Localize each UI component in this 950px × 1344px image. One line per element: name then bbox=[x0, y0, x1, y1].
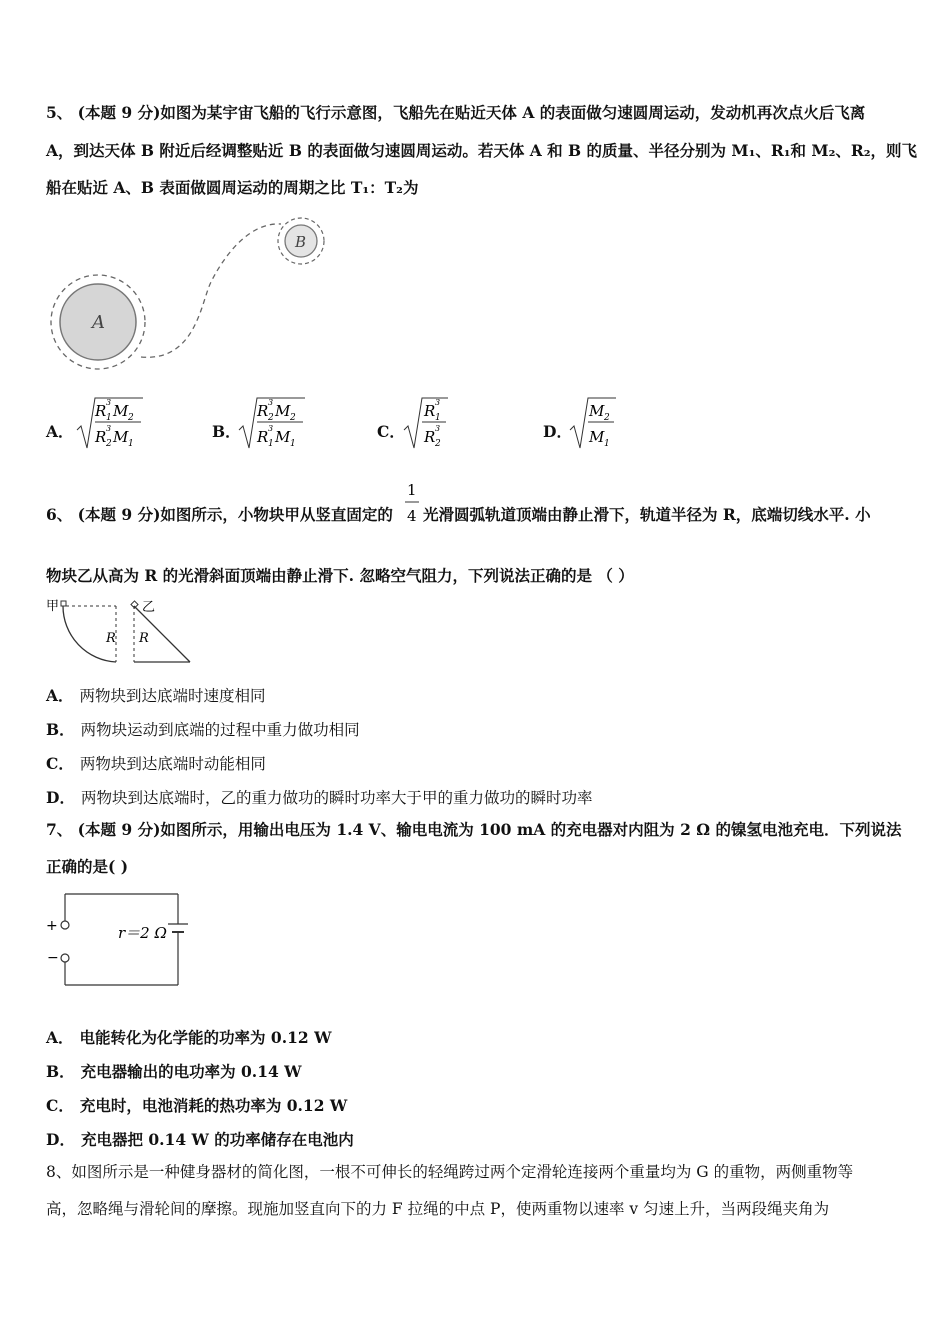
svg-text:2: 2 bbox=[128, 413, 134, 423]
q6-choice-a: A． 两物块到达底端时速度相同 bbox=[46, 686, 266, 705]
q5-option-b-formula bbox=[237, 394, 309, 454]
q7-text-line1: 7、 (本题 9 分)如图所示，用输出电压为 1.4 V、输电电流为 100 mA 的充电器对内阻为 2 Ω 的镍氢电池充电．下列说法 bbox=[46, 820, 902, 839]
q7-choice-d: D． 充电器把 0.14 W 的功率储存在电池内 bbox=[46, 1130, 354, 1149]
q7-circuit-figure bbox=[46, 888, 196, 990]
svg-text:3: 3 bbox=[268, 424, 274, 433]
svg-text:M: M bbox=[589, 428, 605, 446]
svg-text:r＝2 Ω: r＝2 Ω bbox=[118, 924, 167, 942]
svg-text:1: 1 bbox=[604, 439, 610, 449]
svg-text:R: R bbox=[257, 402, 269, 420]
svg-text:1: 1 bbox=[106, 413, 112, 423]
svg-text:2: 2 bbox=[290, 413, 296, 423]
svg-text:2: 2 bbox=[106, 439, 112, 449]
svg-text:甲: 甲 bbox=[46, 599, 60, 614]
svg-text:M: M bbox=[589, 402, 605, 420]
q7-choice-a: A． 电能转化为化学能的功率为 0.12 W bbox=[46, 1028, 332, 1047]
q5-option-a-formula bbox=[75, 394, 145, 454]
q5-option-a-label: A． bbox=[46, 422, 74, 441]
q6-text-line1b: 光滑圆弧轨道顶端由静止滑下，轨道半径为 R，底端切线水平. 小 bbox=[423, 505, 871, 524]
svg-text:R: R bbox=[95, 428, 107, 446]
svg-text:1: 1 bbox=[435, 413, 441, 423]
svg-text:R: R bbox=[106, 631, 116, 646]
planet-b-label: B bbox=[295, 233, 307, 251]
svg-text:M: M bbox=[275, 402, 291, 420]
q7-choice-c: C． 充电时，电池消耗的热功率为 0.12 W bbox=[46, 1096, 348, 1115]
svg-text:R: R bbox=[424, 402, 436, 420]
svg-text:R: R bbox=[424, 428, 436, 446]
svg-text:3: 3 bbox=[268, 398, 274, 407]
svg-text:M: M bbox=[113, 428, 129, 446]
q6-choice-b: B． 两物块运动到底端的过程中重力做功相同 bbox=[46, 720, 360, 739]
svg-text:+: + bbox=[46, 918, 58, 934]
q6-choice-c: C． 两物块到达底端时动能相同 bbox=[46, 754, 266, 773]
svg-text:4: 4 bbox=[407, 507, 417, 525]
svg-text:3: 3 bbox=[106, 424, 112, 433]
svg-text:2: 2 bbox=[435, 439, 441, 449]
q5-option-c-formula bbox=[402, 394, 452, 454]
q8-text-line1: 8、如图所示是一种健身器材的简化图，一根不可伸长的轻绳跨过两个定滑轮连接两个重量均为 G 的重物，两侧重物等 bbox=[46, 1163, 854, 1181]
q7-choice-b: B． 充电器输出的电功率为 0.14 W bbox=[46, 1062, 302, 1081]
q5-text-line2: A，到达天体 B 附近后经调整贴近 B 的表面做匀速圆周运动。若天体 A 和 B 的质量、半径分别为 M₁、R₁和 M₂、R₂，则飞 bbox=[46, 141, 918, 160]
svg-text:M: M bbox=[113, 402, 129, 420]
svg-text:2: 2 bbox=[268, 413, 274, 423]
q5-option-b-label: B． bbox=[212, 422, 241, 441]
svg-text:乙: 乙 bbox=[142, 600, 156, 615]
q5-option-d-label: D． bbox=[543, 422, 572, 441]
planet-a-label: A bbox=[92, 312, 105, 333]
svg-text:1: 1 bbox=[128, 439, 134, 449]
svg-text:M: M bbox=[275, 428, 291, 446]
q5-option-d-formula bbox=[568, 394, 620, 454]
svg-text:1: 1 bbox=[290, 439, 296, 449]
q5-text-line1: 5、 (本题 9 分)如图为某宇宙飞船的飞行示意图，飞船先在贴近天体 A 的表面做匀速圆周运动，发动机再次点火后飞离 bbox=[46, 103, 866, 122]
svg-text:R: R bbox=[139, 631, 149, 646]
svg-text:R: R bbox=[95, 402, 107, 420]
svg-text:1: 1 bbox=[407, 481, 417, 499]
q5-option-c-label: C． bbox=[377, 422, 405, 441]
q6-text-line1a: 6、 (本题 9 分)如图所示，小物块甲从竖直固定的 bbox=[46, 505, 393, 524]
q7-text-line2: 正确的是( ) bbox=[46, 857, 129, 876]
q6-choice-d: D． 两物块到达底端时，乙的重力做功的瞬时功率大于甲的重力做功的瞬时功率 bbox=[46, 788, 593, 807]
svg-text:3: 3 bbox=[435, 398, 441, 407]
q5-text-line3: 船在贴近 A、B 表面做圆周运动的周期之比 T₁：T₂为 bbox=[46, 178, 419, 197]
svg-text:2: 2 bbox=[604, 413, 610, 423]
q6-text-line2: 物块乙从高为 R 的光滑斜面顶端由静止滑下. 忽略空气阻力，下列说法正确的是 （ ） bbox=[46, 566, 634, 585]
svg-text:R: R bbox=[257, 428, 269, 446]
q5-orbit-figure bbox=[46, 212, 346, 372]
svg-text:3: 3 bbox=[106, 398, 112, 407]
svg-text:3: 3 bbox=[435, 424, 441, 433]
transfer-path bbox=[141, 224, 281, 357]
svg-text:1: 1 bbox=[268, 439, 274, 449]
q8-text-line2: 高，忽略绳与滑轮间的摩擦。现施加竖直向下的力 F 拉绳的中点 P，使两重物以速率 v 匀速上升，当两段绳夹角为 bbox=[46, 1200, 830, 1218]
svg-text:−: − bbox=[47, 950, 59, 966]
q6-fraction bbox=[402, 478, 422, 528]
q6-figure bbox=[46, 596, 196, 666]
